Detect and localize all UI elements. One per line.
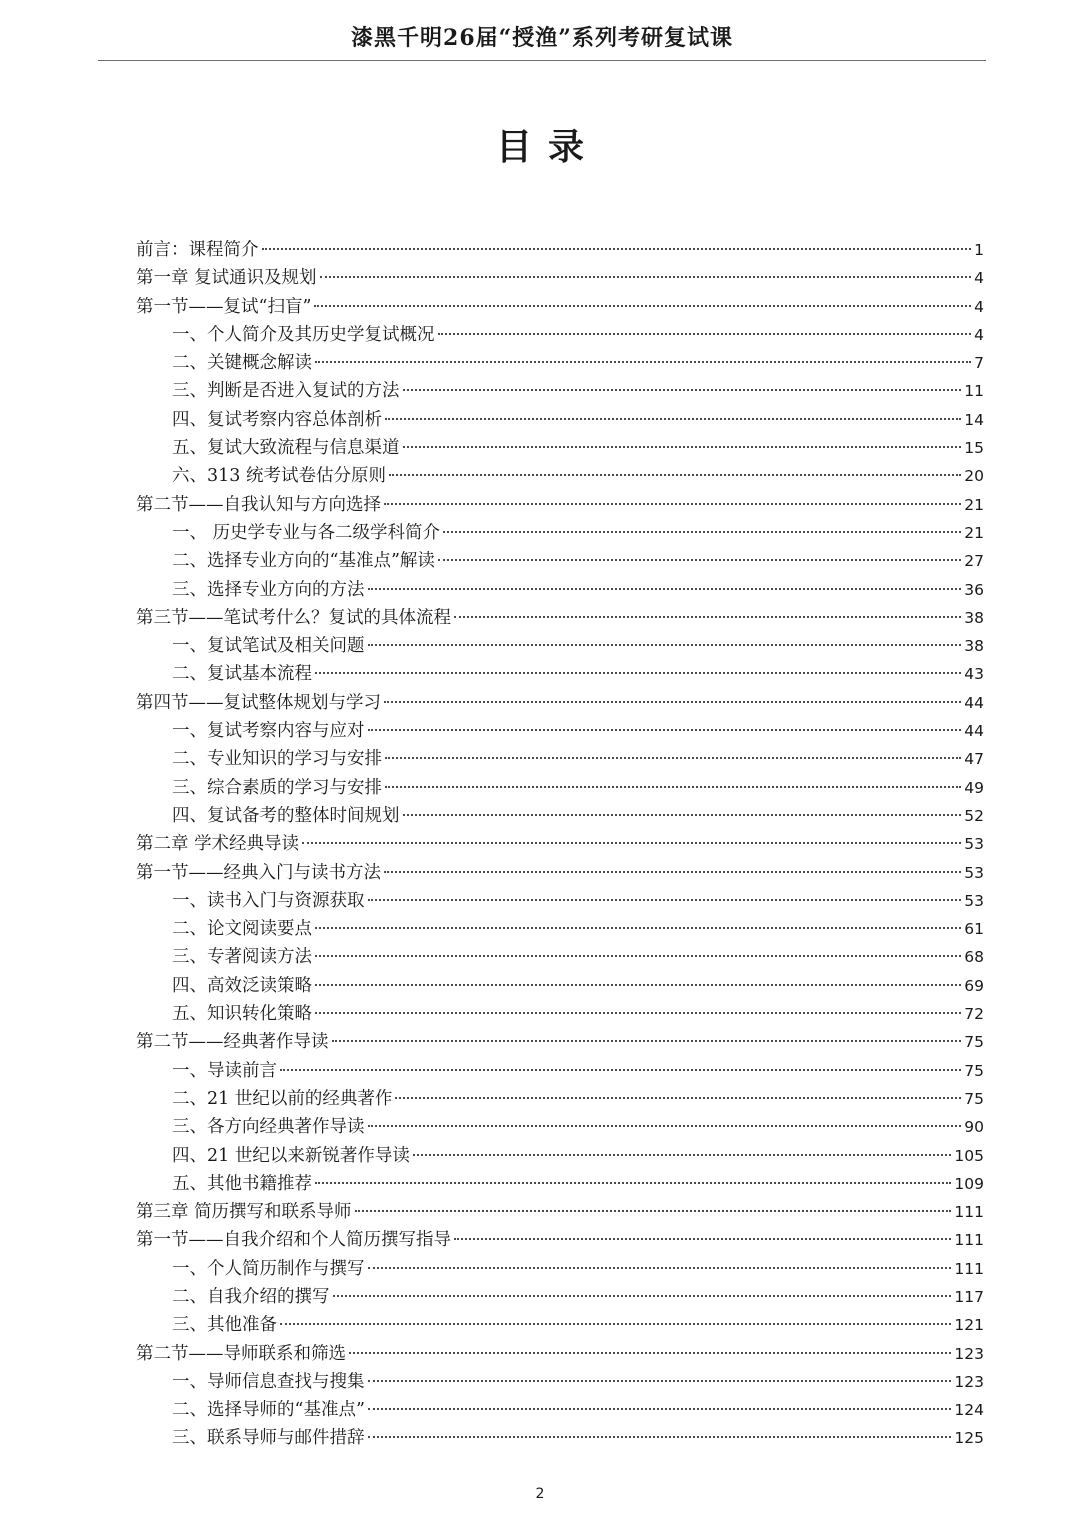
toc-dot-leader [395,1097,961,1099]
toc-entry-page: 47 [964,750,984,769]
toc-entry-label: 二、关键概念解读 [172,353,312,374]
toc-entry-page: 124 [954,1401,984,1420]
page-number: 2 [535,1486,545,1502]
toc-section-entry [136,264,984,292]
toc-entry-page: 72 [964,1005,984,1024]
toc-subsection-entry [136,943,984,971]
toc-entry-page: 4 [974,269,984,288]
toc-entry-page: 53 [964,835,984,854]
toc-entry-page: 38 [964,608,984,627]
toc-subsection-entry [136,717,984,745]
toc-section-entry [136,1028,984,1056]
toc-subsection-entry [136,1057,984,1085]
toc-entry-page: 90 [964,1118,984,1137]
toc-entry-label: 四、复试备考的整体时间规划 [172,805,400,826]
toc-entry-page: 61 [964,920,984,939]
toc-entry-page: 7 [974,354,984,373]
toc-section-entry [136,859,984,887]
toc-subsection-entry [136,632,984,660]
toc-entry-page: 75 [964,1089,984,1108]
toc-dot-leader [384,503,961,505]
toc-subsection-entry [136,1368,984,1396]
toc-section-entry [136,604,984,632]
toc-subsection-entry [136,660,984,688]
toc-dot-leader [438,333,972,335]
toc-dot-leader [349,1352,951,1354]
toc-subsection-entry [136,406,984,434]
toc-entry-page: 20 [964,467,984,486]
toc-entry-label: 第一节——经典入门与读书方法 [136,862,381,883]
toc-entry-label: 第四节——复试整体规划与学习 [136,692,381,713]
toc-entry-label: 二、自我介绍的撰写 [172,1286,330,1307]
toc-section-entry [136,293,984,321]
toc-subsection-entry [136,1085,984,1113]
toc-entry-label: 三、各方向经典著作导读 [172,1117,365,1138]
toc-dot-leader [403,446,962,448]
toc-entry-page: 111 [954,1259,984,1278]
table-of-contents [136,236,984,1453]
toc-entry-page: 44 [964,722,984,741]
toc-dot-leader [385,786,961,788]
toc-entry-label: 二、复试基本流程 [172,664,312,685]
toc-entry-page: 11 [964,382,984,401]
toc-dot-leader [368,1125,962,1127]
toc-entry-label: 第二章 学术经典导读 [136,834,300,855]
toc-subsection-entry [136,576,984,604]
toc-subsection-entry [136,1113,984,1141]
toc-dot-leader [315,1182,951,1184]
toc-section-entry [136,689,984,717]
toc-entry-label: 五、复试大致流程与信息渠道 [172,438,400,459]
toc-entry-page: 21 [964,495,984,514]
toc-entry-label: 一、读书入门与资源获取 [172,890,365,911]
toc-subsection-entry [136,321,984,349]
toc-entry-label: 三、其他准备 [172,1315,277,1336]
toc-dot-leader [332,1040,962,1042]
toc-dot-leader [368,1267,952,1269]
toc-subsection-entry [136,434,984,462]
toc-subsection-entry [136,915,984,943]
toc-entry-label: 二、选择导师的“基准点” [172,1400,365,1421]
toc-entry-page: 43 [964,665,984,684]
toc-dot-leader [320,276,972,278]
toc-dot-leader [368,644,962,646]
toc-subsection-entry [136,1396,984,1424]
toc-subsection-entry [136,1311,984,1339]
toc-entry-page: 105 [954,1146,984,1165]
toc-subsection-entry [136,802,984,830]
toc-dot-leader [368,588,962,590]
toc-dot-leader [389,474,961,476]
toc-dot-leader [315,955,961,957]
toc-entry-label: 二、选择专业方向的“基准点”解读 [172,551,435,572]
toc-subsection-entry [136,462,984,490]
toc-entry-page: 44 [964,693,984,712]
toc-entry-page: 121 [954,1316,984,1335]
toc-subsection-entry [136,1283,984,1311]
toc-entry-page: 1 [974,241,984,259]
toc-entry-label: 四、复试考察内容总体剖析 [172,409,382,430]
toc-entry-label: 一、导读前言 [172,1060,277,1081]
toc-dot-leader [355,1210,952,1212]
toc-dot-leader [368,1380,952,1382]
toc-entry-page: 4 [974,325,984,344]
document-title: 漆黑千明26届“授渔”系列考研复试课 [351,25,733,51]
toc-entry-page: 27 [964,552,984,571]
toc-dot-leader [315,984,961,986]
toc-entry-label: 三、专著阅读方法 [172,947,312,968]
toc-entry-label: 五、其他书籍推荐 [172,1173,312,1194]
toc-dot-leader [403,389,962,391]
toc-subsection-entry [136,887,984,915]
toc-dot-leader [333,1295,952,1297]
toc-entry-page: 111 [954,1203,984,1222]
toc-subsection-entry [136,972,984,1000]
toc-entry-label: 三、判断是否进入复试的方法 [172,381,400,402]
toc-entry-label: 第三节——笔试考什么？复试的具体流程 [136,607,451,628]
toc-entry-label: 三、综合素质的学习与安排 [172,777,382,798]
toc-dot-leader [368,899,962,901]
toc-entry-page: 53 [964,891,984,910]
toc-section-entry [136,830,984,858]
toc-subsection-entry [136,1170,984,1198]
toc-section-entry [136,1198,984,1226]
toc-entry-label: 二、专业知识的学习与安排 [172,749,382,770]
toc-dot-leader [315,1012,961,1014]
toc-subsection-entry [136,377,984,405]
toc-entry-page: 111 [954,1231,984,1250]
toc-dot-leader [315,672,961,674]
toc-entry-page: 75 [964,1061,984,1080]
toc-entry-label: 前言：课程简介 [136,240,259,260]
toc-entry-page: 53 [964,863,984,882]
toc-entry-page: 52 [964,806,984,825]
toc-dot-leader [280,1323,951,1325]
toc-subsection-entry [136,774,984,802]
toc-entry-page: 109 [954,1174,984,1193]
toc-dot-leader [413,1154,952,1156]
toc-entry-label: 三、选择专业方向的方法 [172,579,365,600]
toc-subsection-entry [136,1142,984,1170]
toc-dot-leader [280,1069,961,1071]
toc-entry-label: 第一节——自我介绍和个人简历撰写指导 [136,1230,451,1251]
toc-entry-page: 49 [964,778,984,797]
toc-entry-label: 第二节——经典著作导读 [136,1032,329,1053]
toc-section-entry [136,1340,984,1368]
toc-entry-label: 第二节——导师联系和筛选 [136,1343,346,1364]
toc-entry-label: 一、导师信息查找与搜集 [172,1371,365,1392]
toc-dot-leader [454,1238,951,1240]
toc-entry-label: 二、论文阅读要点 [172,919,312,940]
toc-dot-leader [403,814,962,816]
toc-entry-label: 四、高效泛读策略 [172,975,312,996]
toc-dot-leader [368,1436,952,1438]
toc-dot-leader [368,729,962,731]
toc-section-entry [136,236,984,264]
toc-entry-page: 117 [954,1287,984,1306]
toc-dot-leader [384,701,961,703]
toc-dot-leader [315,361,971,363]
toc-heading: 目录 [495,126,600,168]
toc-subsection-entry [136,1000,984,1028]
toc-dot-leader [262,248,972,250]
toc-dot-leader [315,927,961,929]
toc-entry-label: 五、知识转化策略 [172,1004,312,1025]
page-header [98,18,986,61]
toc-subsection-entry [136,745,984,773]
toc-entry-page: 36 [964,580,984,599]
toc-section-entry [136,491,984,519]
toc-dot-leader [314,305,971,307]
toc-entry-label: 第一章 复试通识及规划 [136,268,317,289]
toc-entry-page: 75 [964,1033,984,1052]
toc-dot-leader [443,531,961,533]
toc-entry-page: 68 [964,948,984,967]
toc-dot-leader [454,616,961,618]
toc-entry-page: 15 [964,439,984,458]
toc-entry-label: 一、个人简历制作与撰写 [172,1258,365,1279]
toc-dot-leader [384,871,961,873]
toc-entry-page: 38 [964,637,984,656]
toc-subsection-entry [136,349,984,377]
toc-entry-label: 三、联系导师与邮件措辞 [172,1428,365,1449]
toc-section-entry [136,1226,984,1254]
toc-entry-page: 123 [954,1344,984,1363]
toc-dot-leader [368,1408,952,1410]
toc-dot-leader [302,842,961,844]
toc-entry-page: 69 [964,976,984,995]
toc-entry-label: 第三章 简历撰写和联系导师 [136,1202,352,1223]
toc-entry-label: 六、313 统考试卷估分原则 [172,466,386,487]
toc-entry-label: 二、21 世纪以前的经典著作 [172,1088,393,1109]
toc-entry-page: 4 [974,297,984,316]
toc-dot-leader [385,757,961,759]
toc-subsection-entry [136,547,984,575]
toc-dot-leader [385,418,961,420]
toc-subsection-entry [136,1255,984,1283]
toc-entry-label: 第二节——自我认知与方向选择 [136,494,381,515]
toc-dot-leader [438,559,961,561]
toc-entry-label: 一、个人简介及其历史学复试概况 [172,324,435,345]
toc-entry-page: 123 [954,1372,984,1391]
toc-entry-page: 14 [964,410,984,429]
toc-entry-label: 四、21 世纪以来新锐著作导读 [172,1145,410,1166]
toc-entry-label: 一、复试笔试及相关问题 [172,636,365,657]
toc-entry-label: 第一节——复试“扫盲” [136,296,312,317]
toc-subsection-entry [136,519,984,547]
toc-entry-page: 21 [964,523,984,542]
toc-subsection-entry [136,1424,984,1452]
toc-entry-page: 125 [954,1429,984,1448]
toc-entry-label: 一、复试考察内容与应对 [172,721,365,742]
toc-entry-label: 一、 历史学专业与各二级学科简介 [172,522,441,543]
